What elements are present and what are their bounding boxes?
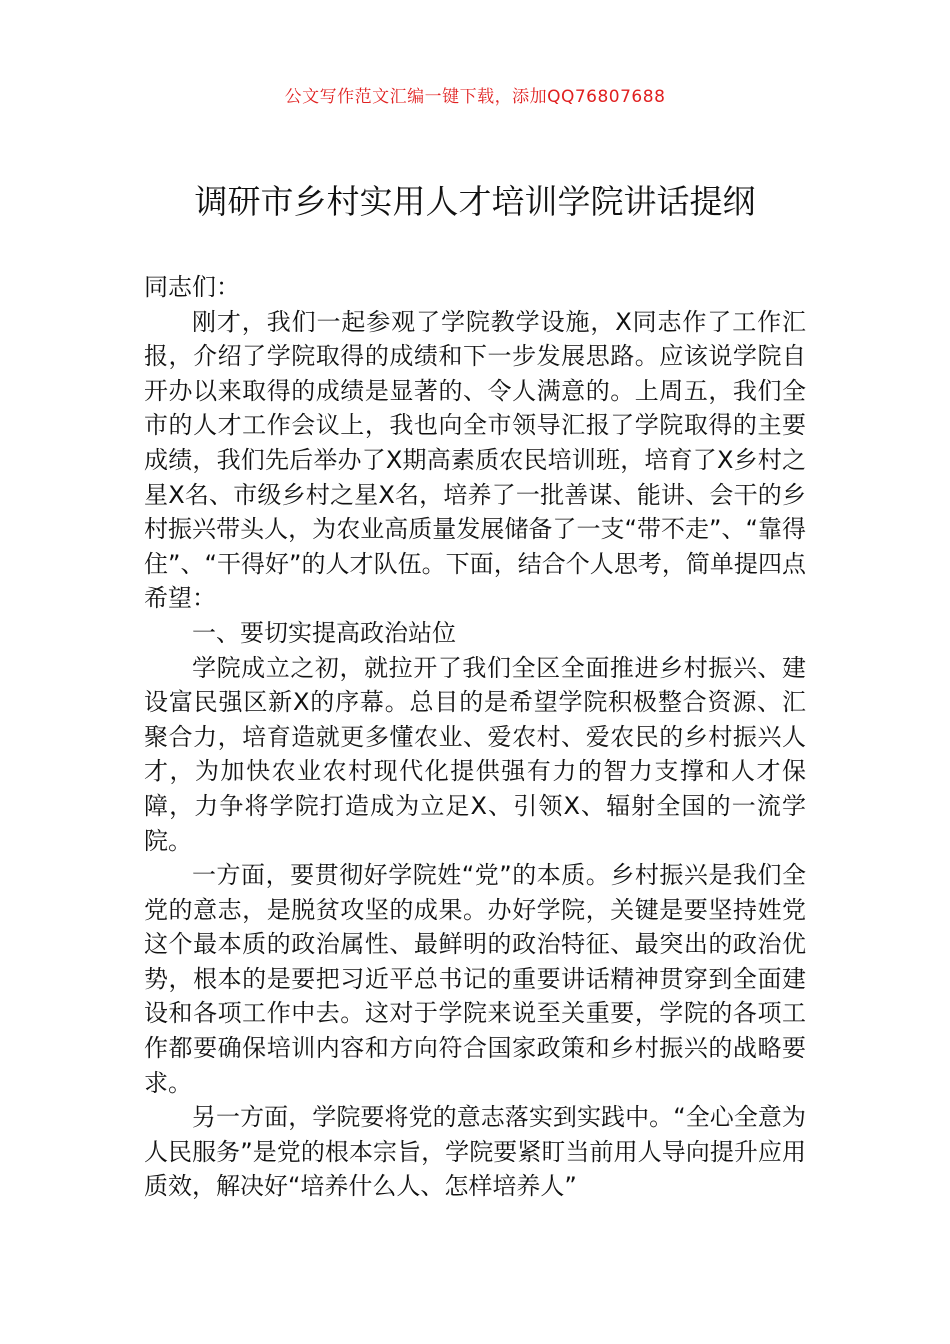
download-banner: 公文写作范文汇编一键下载，添加QQ76807688 [284,87,666,107]
document-body [144,270,806,1204]
paragraph-intro: 刚才，我们一起参观了学院教学设施，X同志作了工作汇报，介绍了学院取得的成绩和下一步发展思路。应该说学院自开办以来取得的成绩是显著的、令人满意的。上周五，我们全市的人才工作会议上，我也向全市领导汇报了学院取得的主要成绩，我们先后举办了X期高素质农民培训班，培育了X乡村之星X名、市级乡村之星X名，培养了一批善谋、能讲、会干的乡村振兴带头人，为农业高质量发展储备了一支“带不走”、“靠得住”、“干得好”的人才队伍。下面，结合个人思考，简单提四点希望： [144,307,806,613]
salutation: 同志们： [144,273,240,301]
paragraph-one-aspect: 一方面，要贯彻好学院姓“党”的本质。乡村振兴是我们全党的意志，是脱贫攻坚的成果。办好学院，关键是要坚持姓党这个最本质的政治属性、最鲜明的政治特征、最突出的政治优势，根本的是要把习近平总书记的重要讲话精神贯穿到全面建设和各项工作中去。这对于学院来说至关重要，学院的各项工作都要确保培训内容和方向符合国家政策和乡村振兴的战略要求。 [144,861,806,1097]
paragraph-other-aspect: 另一方面，学院要将党的意志落实到实践中。“全心全意为人民服务”是党的根本宗旨，学院要紧盯当前用人导向提升应用质效，解决好“培养什么人、怎样培养人” [144,1103,806,1201]
paragraph-section-1: 学院成立之初，就拉开了我们全区全面推进乡村振兴、建设富民强区新X的序幕。总目的是希望学院积极整合资源、汇聚合力，培育造就更多懂农业、爱农村、爱农民的乡村振兴人才，为加快农业农村现代化提供强有力的智力支撑和人才保障，力争将学院打造成为立足X、引领X、辐射全国的一流学院。 [144,653,806,855]
document-title: 调研市乡村实用人才培训学院讲话提纲 [194,182,756,221]
section-heading-1: 一、要切实提高政治站位 [192,618,456,647]
